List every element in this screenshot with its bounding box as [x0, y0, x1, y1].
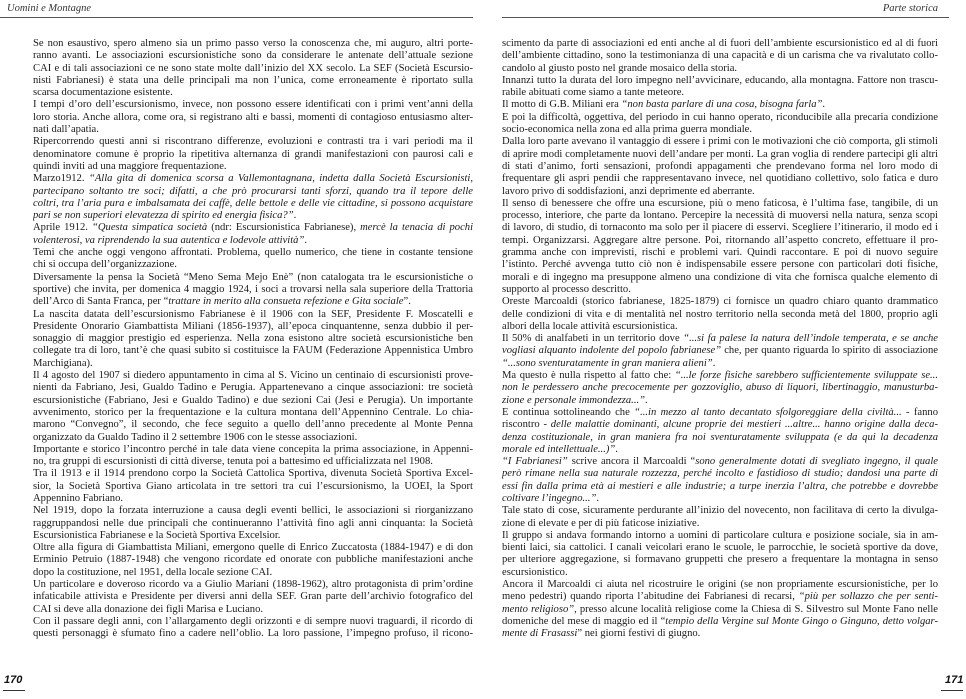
text-segment: bienti laici, sia cattolici. I canali veicolari erano le scuole, le parrocchie, le società sportive da dove, [502, 542, 938, 554]
text-segment: scrive ancora il Marcoaldi “ [567, 456, 696, 468]
text-line [33, 518, 473, 530]
italic-text-segment: pari se non superiori elevatezza di spirito ed energia fisica?” [33, 210, 294, 222]
text-line [502, 161, 938, 173]
text-line [33, 210, 473, 222]
text-line [33, 136, 473, 148]
text-line [33, 259, 473, 271]
page-number-rule-right [941, 690, 963, 691]
text-segment: dell’Arco di Santa Franca, per “ [33, 296, 169, 308]
text-line [502, 407, 938, 419]
text-line [33, 149, 473, 161]
text-line [502, 136, 938, 148]
text-line [33, 284, 473, 296]
italic-text-segment: mento religioso” [502, 603, 575, 615]
text-segment: avvenimento, storico per la frequentazione e la cultura montana dell’Appennino Centrale. Lo chia- [33, 406, 473, 418]
text-line [502, 456, 938, 468]
text-segment: nisti Fabrianesi) è stata una delle principali ma non l’unica, come erroneamente è riportato sulla [33, 74, 473, 86]
text-segment: . [822, 99, 826, 111]
text-line [502, 198, 938, 210]
italic-text-segment: vogliasi alquanto indolente del popolo fabrianese” [502, 345, 722, 357]
text-segment: infaticabile attivista e Presidente per diversi anni della SEF. Gran parte dell’archivio fotografico del [33, 591, 473, 603]
italic-text-segment: denza costituzionale, in gran maniera fra noi sventuratamente sviluppata (e da qui la decadenza [502, 431, 938, 443]
text-line [33, 579, 473, 591]
text-line [502, 75, 938, 87]
text-segment: Se non esaustivo, spero almeno sia un primo passo verso la conoscenza che, mi auguro, altri porte- [33, 38, 473, 49]
text-segment: chi si occupa dell’organizzazione. [33, 259, 177, 271]
text-line [33, 75, 473, 87]
text-segment: meno pedestri) quando riporta l’abitudine dei Fabrianesi di recarsi, [502, 591, 799, 603]
text-segment: loro storia. Anche allora, come ora, si registrano alti e bassi, momenti di contagioso entusiasmo alter- [33, 111, 473, 123]
text-line [33, 432, 473, 444]
text-segment: morali e di ingegno ma presuppone almeno una condizione di vita che fornisca qualche elemento di [502, 271, 938, 283]
text-segment: organizzato da Gualdo Tadino il 2 settembre 1906 con le stesse associazioni. [33, 431, 358, 443]
text-segment: sportive) che invita, per domenica 4 maggio 1924, i soci a trovarsi nella sala superiore della Trattoria [33, 283, 473, 295]
text-line [502, 124, 938, 136]
header-rule-left [0, 17, 473, 18]
text-line [33, 505, 473, 517]
text-segment: . [293, 210, 297, 222]
text-segment: Il 4 agosto del 1907 si diedero appuntamento in cima al S. Vicino un centinaio di escursionisti prove- [33, 370, 473, 382]
text-segment: E continua sottolineando che [502, 406, 635, 418]
text-line [33, 321, 473, 333]
text-segment: frequentare gli aspri pendii che rappresentavano invece, nel quotidiano collettivo, solo fatica e duro [502, 173, 938, 185]
text-segment: Marzo1912. [33, 173, 89, 185]
text-line [502, 99, 938, 111]
text-segment: rabile abituati come siamo a tante meteore. [502, 87, 685, 99]
text-line [33, 272, 473, 284]
text-segment: socio-economica nella zona ed alla prima guerra mondiale. [502, 124, 753, 136]
page-number-left: 170 [4, 674, 23, 686]
text-segment: quindi inviti ad una maggiore frequentazione. [33, 160, 227, 172]
text-segment: Dalla loro parte avevano il vantaggio di essere i primi con le motivazioni che ciò comporta, gli stimoli [502, 136, 938, 148]
text-segment: per ulteriore aggregazione, si formavano gruppetti che presero a frequentare la montagna in senso [502, 554, 938, 566]
text-line [33, 63, 473, 75]
text-line [502, 284, 938, 296]
text-line [33, 247, 473, 259]
italic-text-segment: non le perdessero anche precocemente per gozzoviglio, abuso di liquori, libertinaggio, manusturba- [502, 382, 938, 394]
italic-text-segment: mercè la tenacia di pochi [360, 222, 473, 234]
text-line [502, 259, 938, 271]
text-line [502, 358, 938, 370]
text-line [502, 505, 938, 517]
text-line [33, 309, 473, 321]
text-line [33, 616, 473, 628]
text-line [502, 50, 938, 62]
text-segment: Tale stato di cose, sicuramente perdurante all’inizio del novecento, non facilitava di certo la divulga- [502, 505, 938, 517]
text-line [33, 554, 473, 566]
text-segment: Il 50% di analfabeti in un territorio dove [502, 333, 684, 345]
text-segment: CAI si deve alla donazione dei figli Marisa e Luciano. [33, 603, 264, 615]
text-segment: l’istinto. Perché avvenga tutto ciò non è indispensabile essere persone con particolari doti fisiche, [502, 259, 938, 271]
text-segment: processo, interiore, che parte da lontano. Percepire la necessità di muoversi nella natura, senza scopi [502, 210, 938, 222]
italic-text-segment: morale ed intellettuale...)” [502, 443, 616, 455]
text-segment: . [304, 234, 308, 246]
text-line [502, 235, 938, 247]
italic-text-segment: zione e personale immondezza...” [502, 394, 646, 406]
text-segment: Oltre alla figura di Giambattista Miliani, emergono quelle di Enrico Zuccatosta (1884-1947) e di don [33, 542, 473, 554]
text-line [502, 186, 938, 198]
italic-text-segment: essi fin dalla prima età ai mestieri e alle industrie; a turpe inerzia l’altra, che potrebbe e dovrebbe [502, 480, 938, 492]
text-line [33, 591, 473, 603]
text-line [33, 444, 473, 456]
text-segment: Erminio Petruio (1887-1948) che vengono ricordate ed onorate con pubbliche manifestazioni anche [33, 554, 473, 566]
italic-text-segment: partecipano soltanto tre soci; difatti, a che prò procurarsi tanti sforzi, quando tra il tepore delle [33, 185, 473, 197]
text-line [502, 567, 938, 579]
text-segment: Importante e storico l’incontro perché in tale data viene concepita la prima associazione, in Appenni- [33, 443, 473, 455]
text-segment: albori della locale attività escursionistica. [502, 320, 678, 332]
text-segment: La nascita datata dell’escursionismo Fabrianese è il 1906 con la SEF, Presidente F. Moscatelli e [33, 308, 473, 320]
text-line [502, 591, 938, 603]
text-line [502, 63, 938, 75]
text-segment: Ancora il Marcoaldi ci aiuta nel ricostruire le origini (se non propriamente escursionistiche, per lo [502, 579, 938, 591]
text-segment: . [712, 357, 716, 369]
text-segment: Innanzi tutto la durata del loro impegno nell’avvicinare, educando, alla montagna. Fattore non trascu- [502, 74, 938, 86]
text-segment: questi personaggi è sfumato fino a cadere nell’oblio. La loro passione, l’impegno profuso, il ricono- [33, 628, 473, 640]
text-line [502, 112, 938, 124]
text-line [502, 87, 938, 99]
text-segment: escursionistiche (Fabriano, Jesi e Gualdo Tadino) e due sezioni Cai (Jesi e Perugia). Un importante [33, 394, 473, 406]
text-segment: Presidente Onorario Giambattista Miliani (1856-1937), all’epoca cinquantenne, senza dubbio il per- [33, 320, 473, 332]
text-line [502, 272, 938, 284]
italic-text-segment: coltivare l’ingegno...” [502, 492, 597, 504]
text-segment: escursionistico. [502, 566, 568, 578]
text-segment: nati dall’apatia. [33, 124, 99, 136]
text-line [502, 309, 938, 321]
text-segment: raggruppandosi nelle due principali che continueranno l’attività fino agli anni cinquanta: la Società [33, 517, 473, 529]
text-segment: di lavoro, di studio, di tornaconto ma solo per il piacere di esservi. Scegliere l’itinerario, il modo ed i [502, 222, 938, 234]
text-line [33, 173, 473, 185]
text-line [33, 604, 473, 616]
text-line [33, 456, 473, 468]
text-line [33, 530, 473, 542]
text-segment: I tempi d’oro dell’escursionismo, invece, non possono essere identificati con i primi vent’anni della [33, 99, 473, 111]
text-segment: Oreste Marcoaldi (storico fabrianese, 1825-1879) ci fornisce un quadro chiaro quanto drammatico [502, 296, 938, 308]
text-segment: gramma anche con imprevisti, rischi e problemi vari. Quindi raccontare. E poi di nuovo seguire [502, 247, 938, 259]
text-segment: di stati d’animo, forti sensazioni, profondi appagamenti che prendevano forma nel loro modo di [502, 160, 938, 172]
text-line [502, 481, 938, 493]
text-line [502, 370, 938, 382]
text-segment: sior, la Società Sportiva Giano articolata in tre settori tra cui l’escursionismo, la UOEI, la Sport [33, 480, 473, 492]
text-line [33, 542, 473, 554]
text-line [502, 247, 938, 259]
italic-text-segment: “I Fabrianesi” [502, 456, 568, 468]
text-segment: . [645, 394, 648, 406]
text-line [33, 395, 473, 407]
text-line [33, 112, 473, 124]
text-segment: . [596, 492, 600, 504]
text-line [502, 432, 938, 444]
italic-text-segment: “Questa simpatica società [91, 222, 208, 234]
text-segment: . [615, 443, 618, 455]
text-segment: che, per quanto riguarda lo spirito di associazione [721, 345, 938, 357]
text-segment: zione di elevate e per di più faticose iniziative. [502, 517, 700, 529]
text-line [502, 173, 938, 185]
italic-text-segment: coltri, tra l’aria pura e imbalsamata dei caffè, delle bettole e delle vie cittadine, si possono acquistare [33, 197, 473, 209]
page-number-rule-left [3, 690, 25, 691]
text-line [33, 87, 473, 99]
text-segment: no, tra gruppi di escursionisti di città diverse, tenuta poi a battesimo ed ufficializzata nel 1908. [33, 456, 433, 468]
italic-text-segment: tempio della Vergine sul Monte Gingo o Ginguno, detto volgar- [665, 615, 938, 627]
text-line [502, 296, 938, 308]
italic-text-segment: però rimane nella sua naturale rozzezza, perché incolto e fastidioso di studio; dandosi una parte di [502, 468, 938, 480]
text-line [502, 321, 938, 333]
text-segment: E poi la difficoltà, oggettiva, del periodo in cui hanno operato, riconducibile alla precaria condizione [502, 111, 938, 123]
text-line [502, 38, 938, 50]
text-line [33, 567, 473, 579]
text-line [502, 518, 938, 530]
text-segment: dell’ambiente cittadino, sono la testimonianza di una capacità e di un carisma che va rivalutato collo- [502, 50, 938, 62]
text-segment: di aprire modi completamente nuovi dell’andare per monti. La gran voglia di rendere partecipi gli altri [502, 148, 938, 160]
text-segment: ” nei giorni festivi di giugno. [577, 628, 701, 640]
text-segment: Appennino Fabriano. [33, 492, 124, 504]
italic-text-segment: mente di Frasassi [502, 628, 578, 640]
right-page [483, 0, 966, 699]
text-line [502, 345, 938, 357]
text-line [33, 468, 473, 480]
text-line [33, 407, 473, 419]
text-line [33, 481, 473, 493]
text-segment: Il motto di G.B. Miliani era [502, 99, 622, 111]
text-segment: sonaggio di maggior prestigio ed esperienza. Nella zona esistono altre società escursionistiche ben [33, 333, 473, 345]
text-segment: ”. [403, 296, 411, 308]
text-line [33, 38, 473, 50]
text-segment: Diversamente la pensa la Società “Meno Sema Mejo Enè” (non catalogata tra le escursionistiche o [33, 271, 473, 283]
italic-text-segment: “...sono sventuratamente in gran maniera alieni” [502, 357, 713, 369]
text-line [33, 50, 473, 62]
text-segment: riscontro - [502, 419, 551, 431]
italic-text-segment: “non basta parlare di una cosa, bisogna farla” [621, 99, 823, 111]
page-number-right: 171 [945, 674, 964, 686]
text-line [502, 210, 938, 222]
italic-text-segment: “Alla gita di domenica scorsa a Vallemontagnana, indetta dalla Società Escursionisti, [88, 173, 473, 185]
text-segment: Escursionistica Fabrianese e la Società Sportiva Excelsior. [33, 529, 281, 541]
text-segment: supporto al processo descritto. [502, 283, 631, 295]
italic-text-segment: delle malattie dominanti, alcune proprie dei mestieri ...altre... hanno origine dalla deca- [550, 419, 938, 431]
text-line [33, 222, 473, 234]
text-line [33, 186, 473, 198]
text-segment: ranno avanti. Le associazioni escursionistiche sono da considerare le antenate dell’attuale sezione [33, 50, 473, 62]
text-line [33, 419, 473, 431]
text-segment: CAI e di tali associazioni ce ne sono state molte dall’inizio del XX secolo. La SEF (Società Escursio- [33, 62, 473, 74]
text-line [33, 235, 473, 247]
text-segment: dopo la costituzione, nel 1951, della locale sezione CAI. [33, 566, 273, 578]
text-line [502, 616, 938, 628]
text-segment: , presso alcune località religiose come la Chiesa di S. Silvestro sul Monte Fano nelle [574, 603, 938, 615]
italic-text-segment: “più per sollazzo che per senti- [798, 591, 938, 603]
text-line [502, 530, 938, 542]
text-line [502, 382, 938, 394]
text-segment: tempi. Organizzarsi. Aggregare altre persone. Poi, ritornando all’aspetto concreto, effettuare il pro- [502, 234, 938, 246]
text-segment: - fanno [901, 406, 938, 418]
text-line [33, 198, 473, 210]
left-page-body [33, 38, 473, 641]
text-segment: scimento da parte di associazioni ed enti anche al di fuori dell’ambiente escursionistico ed al di fuori [502, 38, 938, 49]
text-line [33, 358, 473, 370]
text-line [33, 296, 473, 308]
header-rule-right [502, 17, 949, 18]
text-segment: Il gruppo si andava formando intorno a uomini di particolare cultura e posizione sociale, sia in am- [502, 529, 938, 541]
text-segment: Il senso di benessere che offre una escursione, più o meno faticosa, è l’ultima fase, tangibile, di un [502, 197, 938, 209]
running-head-left: Uomini e Montagne [7, 3, 91, 14]
text-line [502, 149, 938, 161]
italic-text-segment: sono generalmente dotati di svegliato ingegno, il quale [695, 456, 938, 468]
text-line [502, 579, 938, 591]
text-line [502, 419, 938, 431]
text-segment: lavoro privo di soddisfazioni, anzi deprimente ed aberrante. [502, 185, 755, 197]
text-segment: domeniche del mese di maggio ed il “ [502, 615, 666, 627]
text-line [33, 333, 473, 345]
text-segment: collegate tra di loro, tant’è che quasi subito si costituisce la FAUM (Federazione Appennistica Umbro [33, 345, 473, 357]
running-head-right: Parte storica [882, 3, 938, 14]
text-line [33, 628, 473, 640]
text-line [502, 444, 938, 456]
text-segment: Con il passare degli anni, con l’allargamento degli orizzonti e di sempre nuovi traguardi, il ricordo di [33, 615, 473, 627]
text-line [502, 333, 938, 345]
text-line [502, 604, 938, 616]
text-line [502, 554, 938, 566]
text-segment: Aprile 1912. [33, 222, 92, 234]
text-segment: marono “Convegno”, il secondo, che fece seguito a quello dell’anno precedente al Monte Penna [33, 419, 473, 431]
text-line [33, 345, 473, 357]
text-segment: denominatore comune è proprio la ripetitiva alternanza di grandi manifestazioni con paurosi cali e [33, 148, 473, 160]
text-segment: Ripercorrendo questi anni si riscontrano differenze, evoluzioni e contrasti tra i vari periodi ma il [33, 136, 473, 148]
text-line [33, 124, 473, 136]
text-line [502, 542, 938, 554]
text-line [33, 161, 473, 173]
right-page-body [502, 38, 938, 641]
text-line [33, 493, 473, 505]
text-segment: Nel 1919, dopo la forzata interruzione a causa degli eventi bellici, le associazioni si riorganizzano [33, 505, 473, 517]
text-line [502, 395, 938, 407]
text-line [502, 628, 938, 640]
text-line [33, 370, 473, 382]
text-line [502, 468, 938, 480]
italic-text-segment: trattare in merito alla consueta refezione e Gita sociale [168, 296, 404, 308]
text-line [33, 99, 473, 111]
text-segment: Marchigiana). [33, 357, 93, 369]
italic-text-segment: volenterosi, va riprendendo la sua autentica e lodevole attività” [33, 234, 305, 246]
text-segment: Tra il 1913 e il 1914 prendono corpo la Società Cattolica Sportiva, divenuta Società Sportiva Excel- [33, 468, 473, 480]
text-line [502, 222, 938, 234]
italic-text-segment: “...si fa palese la natura dell’indole temperata, e se anche [683, 333, 938, 345]
text-segment: (ndr: Escursionistica Fabrianese), [207, 222, 361, 234]
italic-text-segment: “...le forze fisiche sarebbero sufficientemente sviluppate se... [674, 370, 938, 382]
text-segment: Temi che anche oggi vengono affrontati. Problema, quello numerico, che tiene in costante tensione [33, 247, 473, 259]
text-segment: delle condizioni di vita e di mentalità nel nostro territorio nella seconda metà del 1800, proprio agli [502, 308, 938, 320]
text-segment: Ma questo è nulla rispetto al fatto che: [502, 370, 675, 382]
text-line [33, 382, 473, 394]
italic-text-segment: “...in mezzo al tanto decantato sfolgoreggiare della civiltà... [634, 406, 902, 418]
text-segment: candolo al giusto posto nel grande mosaico della storia. [502, 62, 738, 74]
text-segment: scarsa documentazione esistente. [33, 87, 173, 99]
text-line [502, 493, 938, 505]
text-segment: Un particolare e doveroso ricordo va a Giulio Mariani (1898-1962), altro protagonista di prim’ordine [33, 579, 473, 591]
text-segment: nienti da Fabriano, Jesi, Gualdo Tadino e Perugia. Appartenevano a cinque associazioni: tre società [33, 382, 473, 394]
